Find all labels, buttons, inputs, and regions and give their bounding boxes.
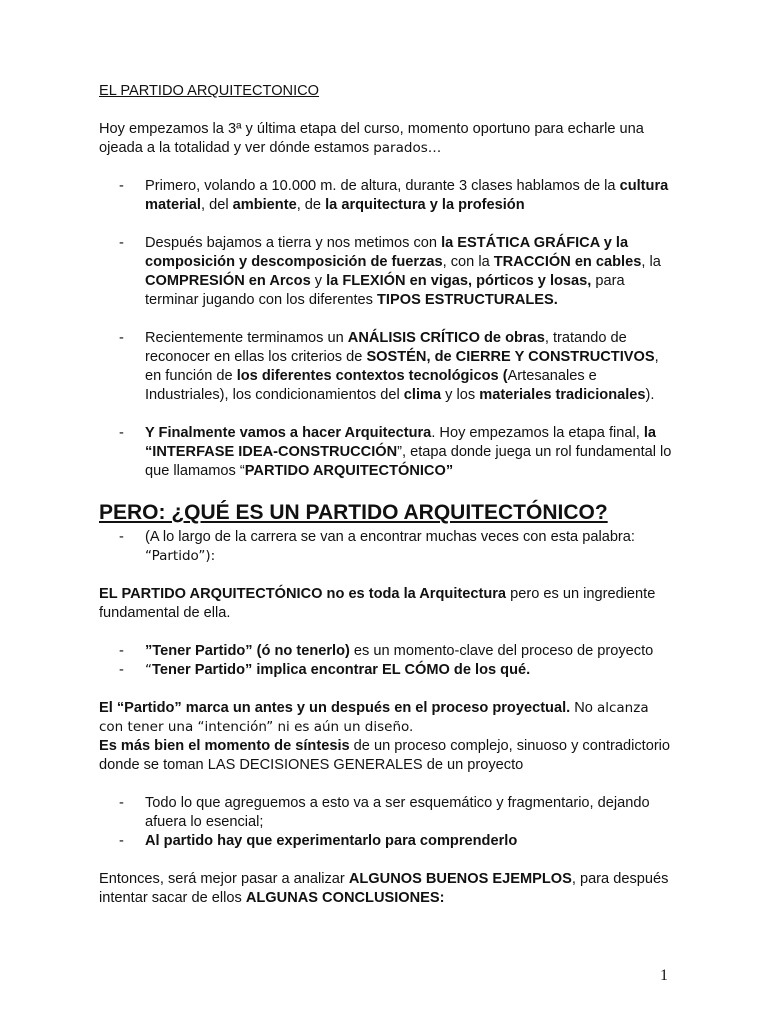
list-item: - Recientemente terminamos un ANÁLISIS CRÍTICO de obras, tratando de reconocer en ellas los criterios de SOSTÉN, de CIERRE Y CONSTRUCTIVOS, en función de los diferentes contextos tecnológicos (Artesanales e Industriales), los condicionamientos del clima y los materiales tradicionales).	[119, 330, 659, 403]
document-page	[99, 82, 674, 927]
list-item: - ”Tener Partido” (ó no tenerlo) es un momento-clave del proceso de proyecto	[119, 643, 654, 659]
list-item: - “Tener Partido” implica encontrar EL CÓMO de los qué.	[119, 662, 531, 678]
list-item: - Y Finalmente vamos a hacer Arquitectura. Hoy empezamos la etapa final, la “INTERFASE IDEA-CONSTRUCCIÓN”, etapa donde juega un rol fundamental lo que llamamos “PARTIDO ARQUITECTÓNICO”	[119, 425, 672, 479]
closing-paragraph: Entonces, será mejor pasar a analizar ALGUNOS BUENOS EJEMPLOS, para después intentar sacar de ellos ALGUNAS CONCLUSIONES:	[99, 871, 669, 906]
document-title: EL PARTIDO ARQUITECTONICO	[99, 83, 320, 99]
list-item: - Al partido hay que experimentarlo para comprenderlo	[119, 833, 518, 849]
list-item: - Todo lo que agreguemos a esto va a ser esquemático y fragmentario, dejando afuera lo esencial;	[119, 795, 650, 830]
definition-paragraph: EL PARTIDO ARQUITECTÓNICO no es toda la Arquitectura pero es un ingrediente fundamental de ella.	[99, 586, 656, 621]
note-list	[99, 528, 674, 566]
list-item: - Primero, volando a 10.000 m. de altura, durante 3 clases hablamos de la cultura material, del ambiente, de la arquitectura y la profesión	[119, 178, 669, 213]
list-item: - (A lo largo de la carrera se van a encontrar muchas veces con esta palabra: “Partido”):	[119, 529, 635, 564]
page-number: 1	[660, 967, 668, 984]
intro-paragraph: Hoy empezamos la 3ª y última etapa del curso, momento oportuno para echarle una ojeada a la totalidad y ver dónde estamos parados…	[99, 121, 644, 156]
progress-list	[99, 177, 674, 481]
synthesis-paragraph: El “Partido” marca un antes y un después en el proceso proyectual. No alcanza con tener una “intención” ni es aún un diseño. Es más bien el momento de síntesis de un proceso complejo, sinuoso y contradictorio donde se toman LAS DECISIONES GENERALES de un proyecto	[99, 700, 671, 773]
conclusion-list	[99, 794, 674, 851]
tener-partido-list	[99, 642, 674, 680]
section-heading: PERO: ¿QUÉ ES UN PARTIDO ARQUITECTÓNICO?	[99, 501, 608, 524]
list-item: - Después bajamos a tierra y nos metimos con la ESTÁTICA GRÁFICA y la composición y descomposición de fuerzas, con la TRACCIÓN en cables, la COMPRESIÓN en Arcos y la FLEXIÓN en vigas, pórticos y losas, para terminar jugando con los diferentes TIPOS ESTRUCTURALES.	[119, 235, 661, 308]
